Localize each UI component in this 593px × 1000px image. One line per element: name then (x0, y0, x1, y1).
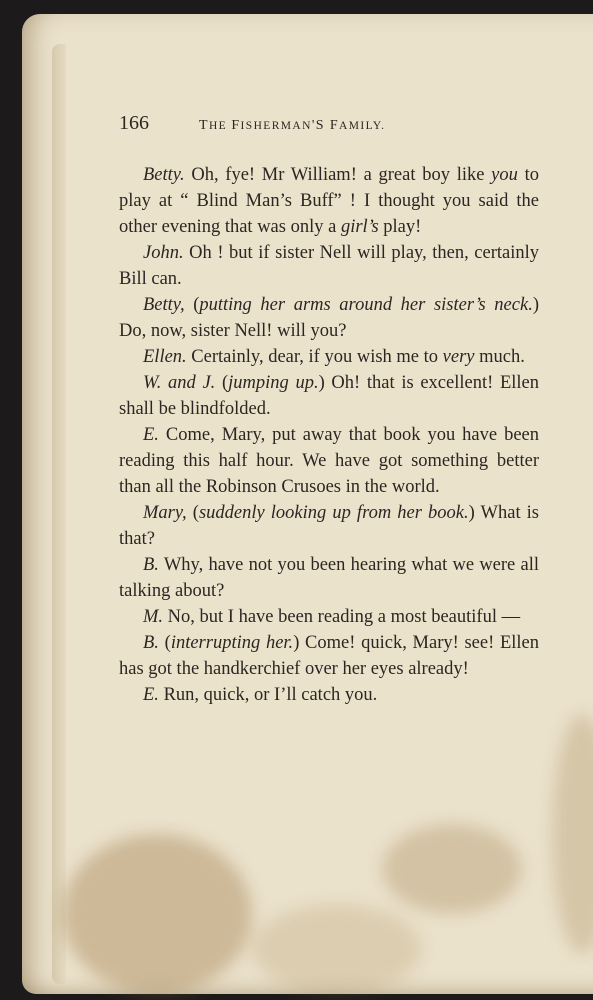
speaker-name: E. (143, 425, 159, 445)
dialogue-paragraph: E. Come, Mary, put away that book you have been reading this half hour. We have got something better than all the Robinson Crusoes in the world. (119, 425, 539, 497)
page-header (119, 110, 539, 148)
dialogue-paragraph: John. Oh ! but if sister Nell will play, then, certainly Bill can. (119, 243, 539, 289)
speaker-name: E. (143, 685, 159, 705)
water-stain (252, 904, 422, 994)
dialogue-paragraph: Betty. Oh, fye! Mr William! a great boy like you to play at “ Blind Man’s Buff” ! I thought you said the other evening that was only a girl’s play! (119, 165, 540, 237)
speaker-name: Mary, (143, 503, 187, 523)
page-edge (52, 44, 66, 984)
speaker-name: M. (143, 607, 164, 627)
stage-direction: interrupting her. (170, 633, 294, 653)
speaker-name: Betty, (143, 295, 185, 315)
dialogue-paragraph: Mary, (suddenly looking up from her book.) What is that? (119, 503, 539, 549)
water-stain (62, 834, 252, 994)
running-head: THE FISHERMAN'S FAMILY. (199, 118, 386, 133)
speaker-name: B. (143, 555, 159, 575)
speaker-name: W. and J. (143, 373, 216, 393)
speaker-name: Betty. (143, 165, 185, 185)
dialogue-paragraph: Betty, (putting her arms around her sister’s neck.) Do, now, sister Nell! will you? (119, 295, 539, 341)
water-stain (382, 824, 522, 914)
dialogue-paragraph: B. Why, have not you been hearing what we were all talking about? (119, 555, 539, 601)
dialogue-paragraph: B. (interrupting her.) Come! quick, Mary! see! Ellen has got the handkerchief over her eyes already! (119, 633, 540, 679)
water-stain (552, 714, 593, 954)
speaker-name: B. (143, 633, 159, 653)
dialogue-paragraph: Ellen. Certainly, dear, if you wish me to very much. (143, 347, 525, 367)
stage-direction: jumping up. (228, 373, 319, 393)
page-content (119, 110, 539, 708)
dialogue-paragraph: W. and J. (jumping up.) Oh! that is excellent! Ellen shall be blindfolded. (119, 373, 539, 419)
dialogue-paragraph: E. Run, quick, or I’ll catch you. (143, 685, 378, 705)
speaker-name: John. (143, 243, 184, 263)
stage-direction: suddenly looking up from her book. (198, 503, 469, 523)
page-number: 166 (119, 112, 149, 134)
stage-direction: putting her arms around her sister’s neck. (199, 295, 533, 315)
speaker-name: Ellen. (143, 347, 187, 367)
dialogue-paragraph: M. No, but I have been reading a most beautiful — (143, 607, 521, 627)
